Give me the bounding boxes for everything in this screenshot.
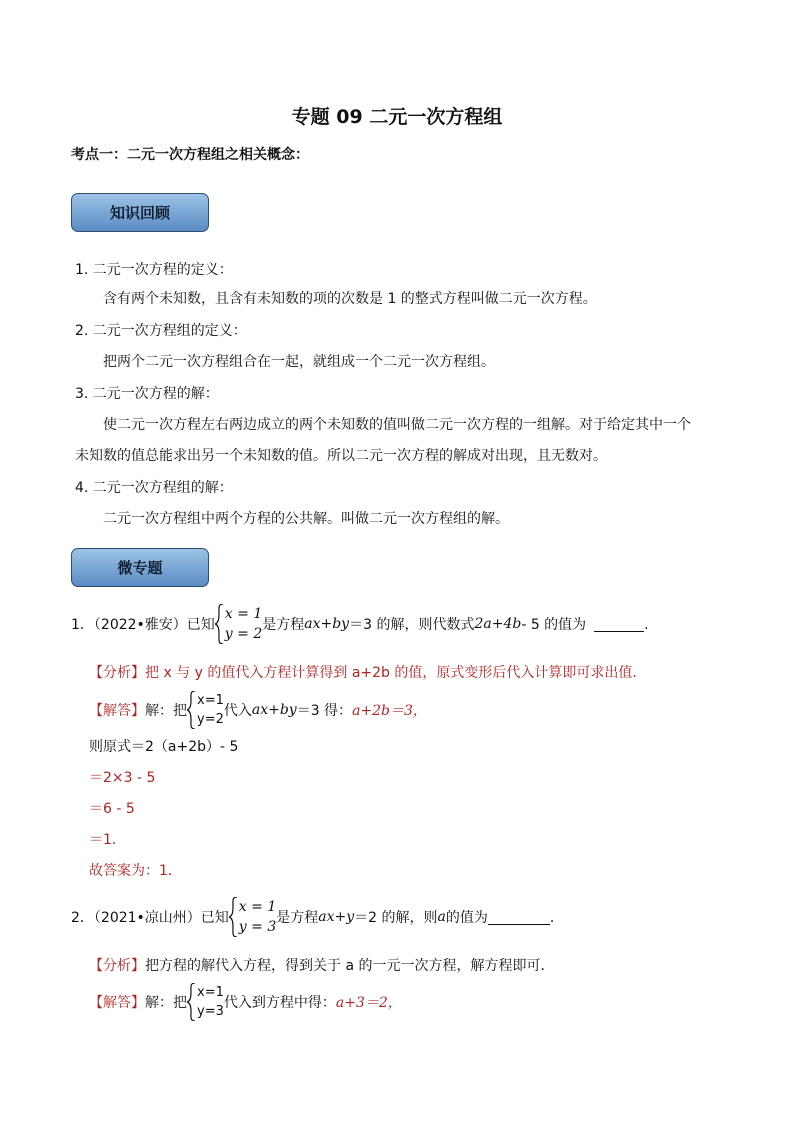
brace-icon	[229, 897, 238, 937]
question-1-expr2: 2a+4b	[474, 616, 522, 632]
question-2-text-c: 的值为	[445, 910, 488, 926]
concept-4-heading: 4. 二元一次方程组的解：	[75, 480, 233, 496]
answer-system	[187, 691, 224, 729]
question-1-expr1: ax+by	[304, 616, 350, 632]
concept-4-body: 二元一次方程组中两个方程的公共解。叫做二元一次方程组的解。	[103, 511, 509, 527]
concept-1-body: 含有两个未知数，且含有未知数的项的次数是 1 的整式方程叫做二元一次方程。	[103, 291, 597, 307]
concept-1-heading: 1. 二元一次方程的定义：	[75, 262, 233, 278]
question-1-analysis	[89, 664, 646, 682]
solution-step-4: ＝1．	[89, 832, 126, 848]
section-heading: 考点一：二元一次方程组之相关概念：	[71, 147, 309, 163]
answer-blank	[488, 910, 550, 925]
answer-system	[187, 983, 224, 1021]
answer-row-y: y=3	[197, 1004, 224, 1019]
final-answer: 故答案为：1．	[89, 863, 182, 879]
analysis-text: 把方程的解代入方程，得到关于 a 的一元一次方程，解方程即可．	[145, 958, 555, 974]
concept-2-heading: 2. 二元一次方程组的定义：	[75, 323, 247, 339]
question-1-text-a: 是方程	[262, 617, 305, 633]
question-2-text-a: 是方程	[276, 910, 319, 926]
question-1	[71, 600, 658, 648]
equation-system	[215, 604, 262, 644]
brace-icon	[187, 691, 196, 729]
answer-expr: ax+by	[251, 702, 297, 718]
system-row-y: y = 2	[224, 626, 263, 642]
concept-3-body-line1: 使二元一次方程左右两边成立的两个未知数的值叫做二元一次方程的一组解。对于给定其中一个	[103, 417, 691, 433]
answer-row-y: y=2	[197, 712, 224, 727]
concept-3-body-line2: 未知数的值总能求出另一个未知数的值。所以二元一次方程的解成对出现，且无数对。	[75, 448, 607, 464]
answer-row-x: x=1	[197, 693, 224, 708]
answer-tag: 【解答】	[89, 995, 145, 1011]
system-row-x: x = 1	[238, 899, 277, 915]
answer-post: 代入到方程中得：	[223, 995, 336, 1011]
question-2-expr1: ax+y	[318, 909, 355, 925]
question-2-prefix: 2．（2021•凉山州）已知	[71, 910, 229, 926]
answer-row-x: x=1	[197, 985, 224, 1000]
page-title: 专题 09 二元一次方程组	[291, 106, 503, 128]
analysis-text: 把 x 与 y 的值代入方程计算得到 a+2b 的值，原式变形后代入计算即可求出值．	[145, 665, 647, 681]
brace-icon	[187, 983, 196, 1021]
analysis-tag: 【分析】	[89, 958, 145, 974]
equation-system	[229, 897, 276, 937]
answer-tag: 【解答】	[89, 703, 145, 719]
brace-icon	[215, 604, 224, 644]
answer-post-a: 代入	[223, 703, 252, 719]
question-2-answer	[89, 982, 402, 1022]
question-1-answer	[89, 690, 427, 730]
concept-3-heading: 3. 二元一次方程的解：	[75, 386, 219, 402]
answer-result: a+3＝2，	[335, 995, 402, 1011]
answer-pre: 解：把	[145, 703, 187, 719]
question-2-analysis	[89, 957, 554, 975]
question-1-text-b: ＝3 的解，则代数式	[349, 617, 475, 633]
question-1-end: ．	[644, 617, 659, 633]
answer-post-b: ＝3 得：	[296, 703, 353, 719]
answer-result: a+2b＝3，	[352, 703, 427, 719]
solution-step-1: 则原式＝2（a+2b）‐ 5	[89, 739, 239, 755]
knowledge-review-badge: 知识回顾	[71, 193, 209, 232]
solution-step-3: ＝6 ‐ 5	[89, 801, 135, 817]
analysis-tag: 【分析】	[89, 665, 145, 681]
system-row-y: y = 3	[238, 919, 277, 935]
system-row-x: x = 1	[224, 606, 263, 622]
answer-pre: 解：把	[145, 995, 187, 1011]
question-2-end: ．	[549, 910, 564, 926]
concept-2-body: 把两个二元一次方程组合在一起，就组成一个二元一次方程组。	[103, 354, 495, 370]
question-1-prefix: 1．（2022•雅安）已知	[71, 617, 215, 633]
answer-blank	[594, 617, 644, 632]
question-2	[71, 894, 564, 940]
micro-topic-badge: 微专题	[71, 548, 209, 587]
question-2-var: a	[437, 909, 446, 925]
question-2-text-b: ＝2 的解，则	[354, 910, 438, 926]
solution-step-2: ＝2×3 ‐ 5	[89, 770, 156, 786]
question-1-text-c: ‐ 5 的值为	[521, 617, 587, 633]
